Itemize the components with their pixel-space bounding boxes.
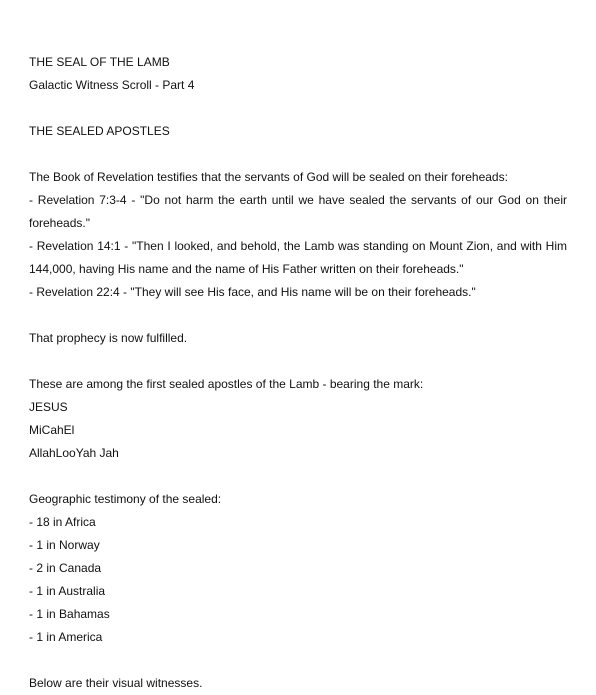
- document-title: THE SEAL OF THE LAMB: [29, 55, 170, 69]
- geo-intro: Geographic testimony of the sealed:: [29, 492, 222, 506]
- apostles-intro: These are among the first sealed apostles of the Lamb - bearing the mark:: [29, 377, 424, 391]
- section-heading: THE SEALED APOSTLES: [29, 124, 170, 138]
- verse-item: - Revelation 7:3-4 - "Do not harm the earth until we have sealed the servants of our God on their foreheads.": [29, 193, 567, 230]
- closing-text: Below are their visual witnesses.: [29, 676, 203, 690]
- spacer: [29, 350, 567, 373]
- geo-item: - 2 in Canada: [29, 561, 102, 575]
- verse-item: - Revelation 14:1 - "Then I looked, and behold, the Lamb was standing on Mount Zion, and with Him 144,000, having His name and the name of His Father written on their foreheads.": [29, 239, 567, 276]
- mark-item: MiCahEl: [29, 423, 75, 437]
- spacer: [29, 465, 567, 488]
- geo-item: - 1 in Norway: [29, 538, 100, 552]
- geo-item: - 1 in America: [29, 630, 103, 644]
- revelation-paragraph: [29, 166, 567, 304]
- spacer: [29, 143, 567, 166]
- document-subtitle: Galactic Witness Scroll - Part 4: [29, 78, 195, 92]
- geo-item: - 1 in Bahamas: [29, 607, 110, 621]
- spacer: [29, 304, 567, 327]
- geo-item: - 18 in Africa: [29, 515, 96, 529]
- geo-item: - 1 in Australia: [29, 584, 106, 598]
- verse-item: - Revelation 22:4 - "They will see His face, and His name will be on their foreheads.": [29, 285, 476, 299]
- mark-item: JESUS: [29, 400, 68, 414]
- fulfilled-text: That prophecy is now fulfilled.: [29, 331, 188, 345]
- intro-text: The Book of Revelation testifies that the servants of God will be sealed on their foreheads:: [29, 170, 508, 184]
- spacer: [29, 97, 567, 120]
- mark-item: AllahLooYah Jah: [29, 446, 119, 460]
- spacer: [29, 649, 567, 672]
